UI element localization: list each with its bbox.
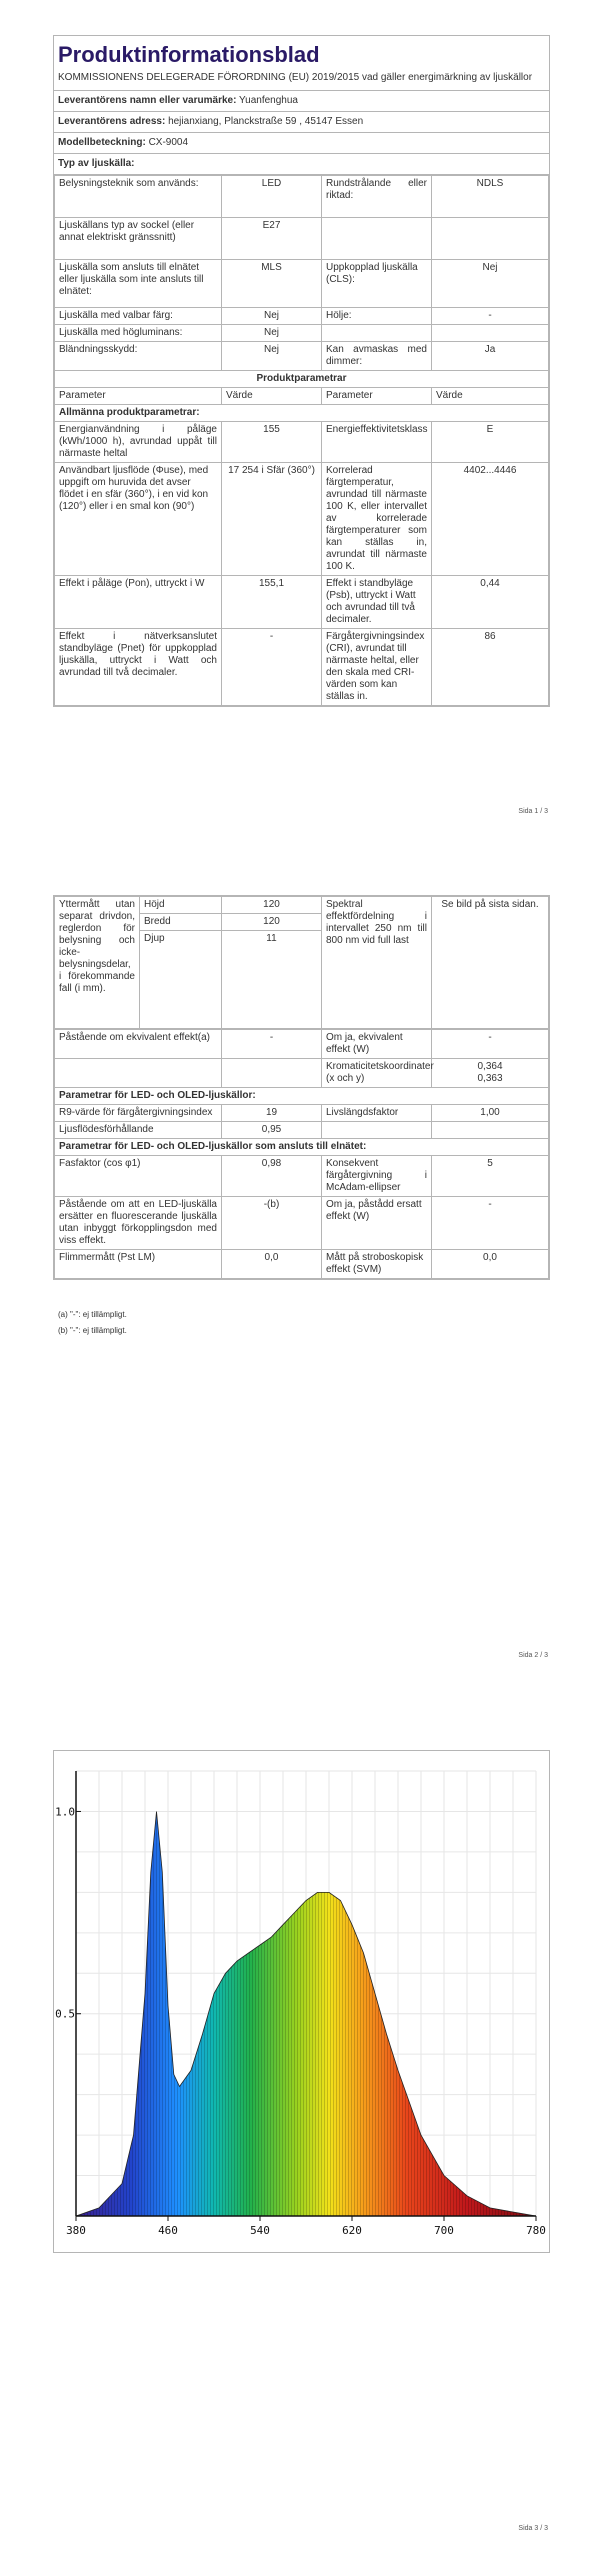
- cell: Energieffektivitetsklass: [322, 422, 432, 463]
- cell: Om ja, ekvivalent effekt (W): [322, 1030, 432, 1059]
- address-value: hejianxiang, Planckstraße 59 , 45147 Essen: [168, 116, 364, 127]
- x-tick-label: 620: [342, 2224, 362, 2237]
- cell: 17 254 i Sfär (360°): [222, 463, 322, 576]
- cell: 0,44: [432, 576, 549, 629]
- cell: Nej: [222, 325, 322, 342]
- model-value: CX-9004: [148, 137, 189, 148]
- col-header: Värde: [222, 388, 322, 405]
- cell: -: [222, 629, 322, 706]
- cell: Kan avmaskas med dimmer:: [322, 342, 432, 371]
- doc-subtitle: KOMMISSIONENS DELEGERADE FÖRORDNING (EU) 2019/2015 vad gäller energimärkning av ljuskällor: [54, 72, 549, 91]
- depth-value: 11: [222, 931, 322, 1029]
- cell: Ja: [432, 342, 549, 371]
- cell: 0,0: [222, 1250, 322, 1279]
- table-row: [55, 1088, 549, 1105]
- cell: Korrelerad färgtemperatur, avrundad till närmaste 100 K, eller intervallet av korrelerade färgtemperaturer som kan ställas in, avrundat till närmaste 100 K.: [322, 463, 432, 576]
- cell: [432, 218, 549, 260]
- depth-label: Djup: [140, 931, 222, 1029]
- table-row: [55, 1105, 549, 1122]
- cell: Användbart ljusflöde (Φuse), med uppgift om huruvida det avser flödet i en sfär (360°), i en vid kon (120°) eller i en smal kon (90°): [55, 463, 222, 576]
- table-row: [55, 176, 549, 218]
- cell: 5: [432, 1156, 549, 1197]
- address-line: [54, 112, 549, 133]
- table-row: [55, 325, 549, 342]
- cell: NDLS: [432, 176, 549, 218]
- width-label: Bredd: [140, 914, 222, 931]
- cell: 1,00: [432, 1105, 549, 1122]
- cell: Påstående om att en LED-ljuskälla ersätter en fluorescerande ljuskälla utan inbyggt förkopplingsdon med viss effekt.: [55, 1197, 222, 1250]
- led-header: Parametrar för LED- och OLED-ljuskällor:: [55, 1088, 549, 1105]
- page-number: Sida 2 / 3: [518, 1652, 548, 1659]
- cell: 19: [222, 1105, 322, 1122]
- params-table: [54, 1029, 549, 1279]
- cell: [322, 325, 432, 342]
- cell: [322, 1122, 432, 1139]
- cell: [432, 1122, 549, 1139]
- cell: Ljuskälla med högluminans:: [55, 325, 222, 342]
- table-row: [55, 463, 549, 576]
- cell: Effekt i påläge (Pon), uttryckt i W: [55, 576, 222, 629]
- doc-title: Produktinformationsblad: [58, 42, 320, 67]
- col-header: Parameter: [322, 388, 432, 405]
- table-row: [55, 342, 549, 371]
- spectrum-chart: [54, 1751, 549, 2252]
- x-tick-label: 380: [66, 2224, 86, 2237]
- table-row: [55, 422, 549, 463]
- y-tick-labels: [55, 1805, 81, 2020]
- cell: Livslängdsfaktor: [322, 1105, 432, 1122]
- supplier-label: Leverantörens namn eller varumärke:: [58, 95, 237, 106]
- y-tick-label: 1.0: [55, 1805, 75, 1819]
- info-sheet-frame: [53, 35, 550, 707]
- cell: Ljuskälla som ansluts till elnätet eller ljuskälla som inte ansluts till elnätet:: [55, 260, 222, 308]
- footnote-b: (b) "-": ej tillämpligt.: [58, 1326, 127, 1335]
- table-row: [55, 897, 549, 914]
- cell: -: [432, 1197, 549, 1250]
- table-row: [55, 1156, 549, 1197]
- footnote-a: (a) "-": ej tillämpligt.: [58, 1310, 127, 1319]
- cell: Hölje:: [322, 308, 432, 325]
- table-row: [55, 1122, 549, 1139]
- cell: Energianvändning i påläge (kWh/1000 h), avrundad uppåt till närmaste heltal: [55, 422, 222, 463]
- table-row: [55, 1139, 549, 1156]
- cell: Om ja, påstådd ersatt effekt (W): [322, 1197, 432, 1250]
- x-tick-label: 540: [250, 2224, 270, 2237]
- cell: Ljuskälla med valbar färg:: [55, 308, 222, 325]
- spectral-label: Spektral effektfördelning i intervallet 250 nm till 800 nm vid full last: [322, 897, 432, 1029]
- cell: Nej: [432, 260, 549, 308]
- cell: 0,98: [222, 1156, 322, 1197]
- cell: -: [432, 308, 549, 325]
- spectral-value: Se bild på sista sidan.: [432, 897, 549, 1029]
- cell: Påstående om ekvivalent effekt(a): [55, 1030, 222, 1059]
- cell: 0,0: [432, 1250, 549, 1279]
- cell: [55, 1059, 222, 1088]
- table-row: [55, 1250, 549, 1279]
- model-label: Modellbeteckning:: [58, 137, 146, 148]
- supplier-value: Yuanfenghua: [239, 95, 298, 106]
- width-value: 120: [222, 914, 322, 931]
- spectrum-chart-frame: [53, 1750, 550, 2253]
- cell: 0,95: [222, 1122, 322, 1139]
- x-tick-label: 460: [158, 2224, 178, 2237]
- cell: Rundstrålande eller riktad:: [322, 176, 432, 218]
- height-value: 120: [222, 897, 322, 914]
- table-row: [55, 1030, 549, 1059]
- supplier-line: [54, 91, 549, 112]
- cell: Ljuskällans typ av sockel (eller annat elektriskt gränssnitt): [55, 218, 222, 260]
- cell: 0,364 0,363: [432, 1059, 549, 1088]
- params-frame: [53, 895, 550, 1280]
- params-header: Produktparametrar: [55, 371, 549, 388]
- cell: R9-värde för färgåtergivningsindex: [55, 1105, 222, 1122]
- cell: E: [432, 422, 549, 463]
- cell: Färgåtergivningsindex (CRI), avrundat till närmaste heltal, eller den skala med CRI-värden som kan ställas in.: [322, 629, 432, 706]
- cell: Effekt i standbyläge (Psb), uttryckt i Watt och avrundad till två decimaler.: [322, 576, 432, 629]
- cell: [222, 1059, 322, 1088]
- cell: Mått på stroboskopisk effekt (SVM): [322, 1250, 432, 1279]
- cell: -(b): [222, 1197, 322, 1250]
- x-tick-label: 780: [526, 2224, 546, 2237]
- table-row: [55, 576, 549, 629]
- table-row: [55, 405, 549, 422]
- address-label: Leverantörens adress:: [58, 116, 166, 127]
- y-tick-label: 0.5: [55, 2007, 75, 2021]
- cell: Ljusflödesförhållande: [55, 1122, 222, 1139]
- cell: [322, 218, 432, 260]
- table-row: [55, 1197, 549, 1250]
- page-number: Sida 3 / 3: [518, 2525, 548, 2532]
- x-tick-label: 700: [434, 2224, 454, 2237]
- general-header: Allmänna produktparametrar:: [55, 405, 549, 422]
- col-header: Parameter: [55, 388, 222, 405]
- dims-table: [54, 896, 549, 1029]
- cell: LED: [222, 176, 322, 218]
- page-1: [0, 0, 603, 830]
- cell: Nej: [222, 308, 322, 325]
- table-row: [55, 260, 549, 308]
- cell: Belysningsteknik som används:: [55, 176, 222, 218]
- type-table: [54, 175, 549, 706]
- cell: MLS: [222, 260, 322, 308]
- model-line: [54, 133, 549, 154]
- cell: Fasfaktor (cos φ1): [55, 1156, 222, 1197]
- table-row: [55, 371, 549, 388]
- cell: -: [222, 1030, 322, 1059]
- cell: -: [432, 1030, 549, 1059]
- page-number: Sida 1 / 3: [518, 808, 548, 815]
- cell: Effekt i nätverksanslutet standbyläge (Pnet) för uppkopplad ljuskälla, uttryckt i Watt och avrundad till två decimaler.: [55, 629, 222, 706]
- cell: Uppkopplad ljuskälla (CLS):: [322, 260, 432, 308]
- cell: E27: [222, 218, 322, 260]
- dims-label: Yttermått utan separat drivdon, reglerdon för belysning och icke-belysningsdelar, i förekommande fall (i mm).: [55, 897, 140, 1029]
- type-header: Typ av ljuskälla:: [54, 154, 549, 175]
- cell: 4402...4446: [432, 463, 549, 576]
- table-row: [55, 1059, 549, 1088]
- cell: Bländningsskydd:: [55, 342, 222, 371]
- cell: Konsekvent färgåtergivning i McAdam-ellipser: [322, 1156, 432, 1197]
- cell: Nej: [222, 342, 322, 371]
- cell: 155,1: [222, 576, 322, 629]
- mains-header: Parametrar för LED- och OLED-ljuskällor som ansluts till elnätet:: [55, 1139, 549, 1156]
- cell: 155: [222, 422, 322, 463]
- cell: Kromaticitetskoordinater (x och y): [322, 1059, 432, 1088]
- table-row: [55, 388, 549, 405]
- table-row: [55, 629, 549, 706]
- table-row: [55, 218, 549, 260]
- x-tick-labels: [66, 2216, 546, 2237]
- cell: Flimmermått (Pst LM): [55, 1250, 222, 1279]
- height-label: Höjd: [140, 897, 222, 914]
- table-row: [55, 308, 549, 325]
- col-header: Värde: [432, 388, 549, 405]
- cell: [432, 325, 549, 342]
- page-2: [0, 830, 603, 1690]
- page-3: [0, 1690, 603, 2560]
- cell: 86: [432, 629, 549, 706]
